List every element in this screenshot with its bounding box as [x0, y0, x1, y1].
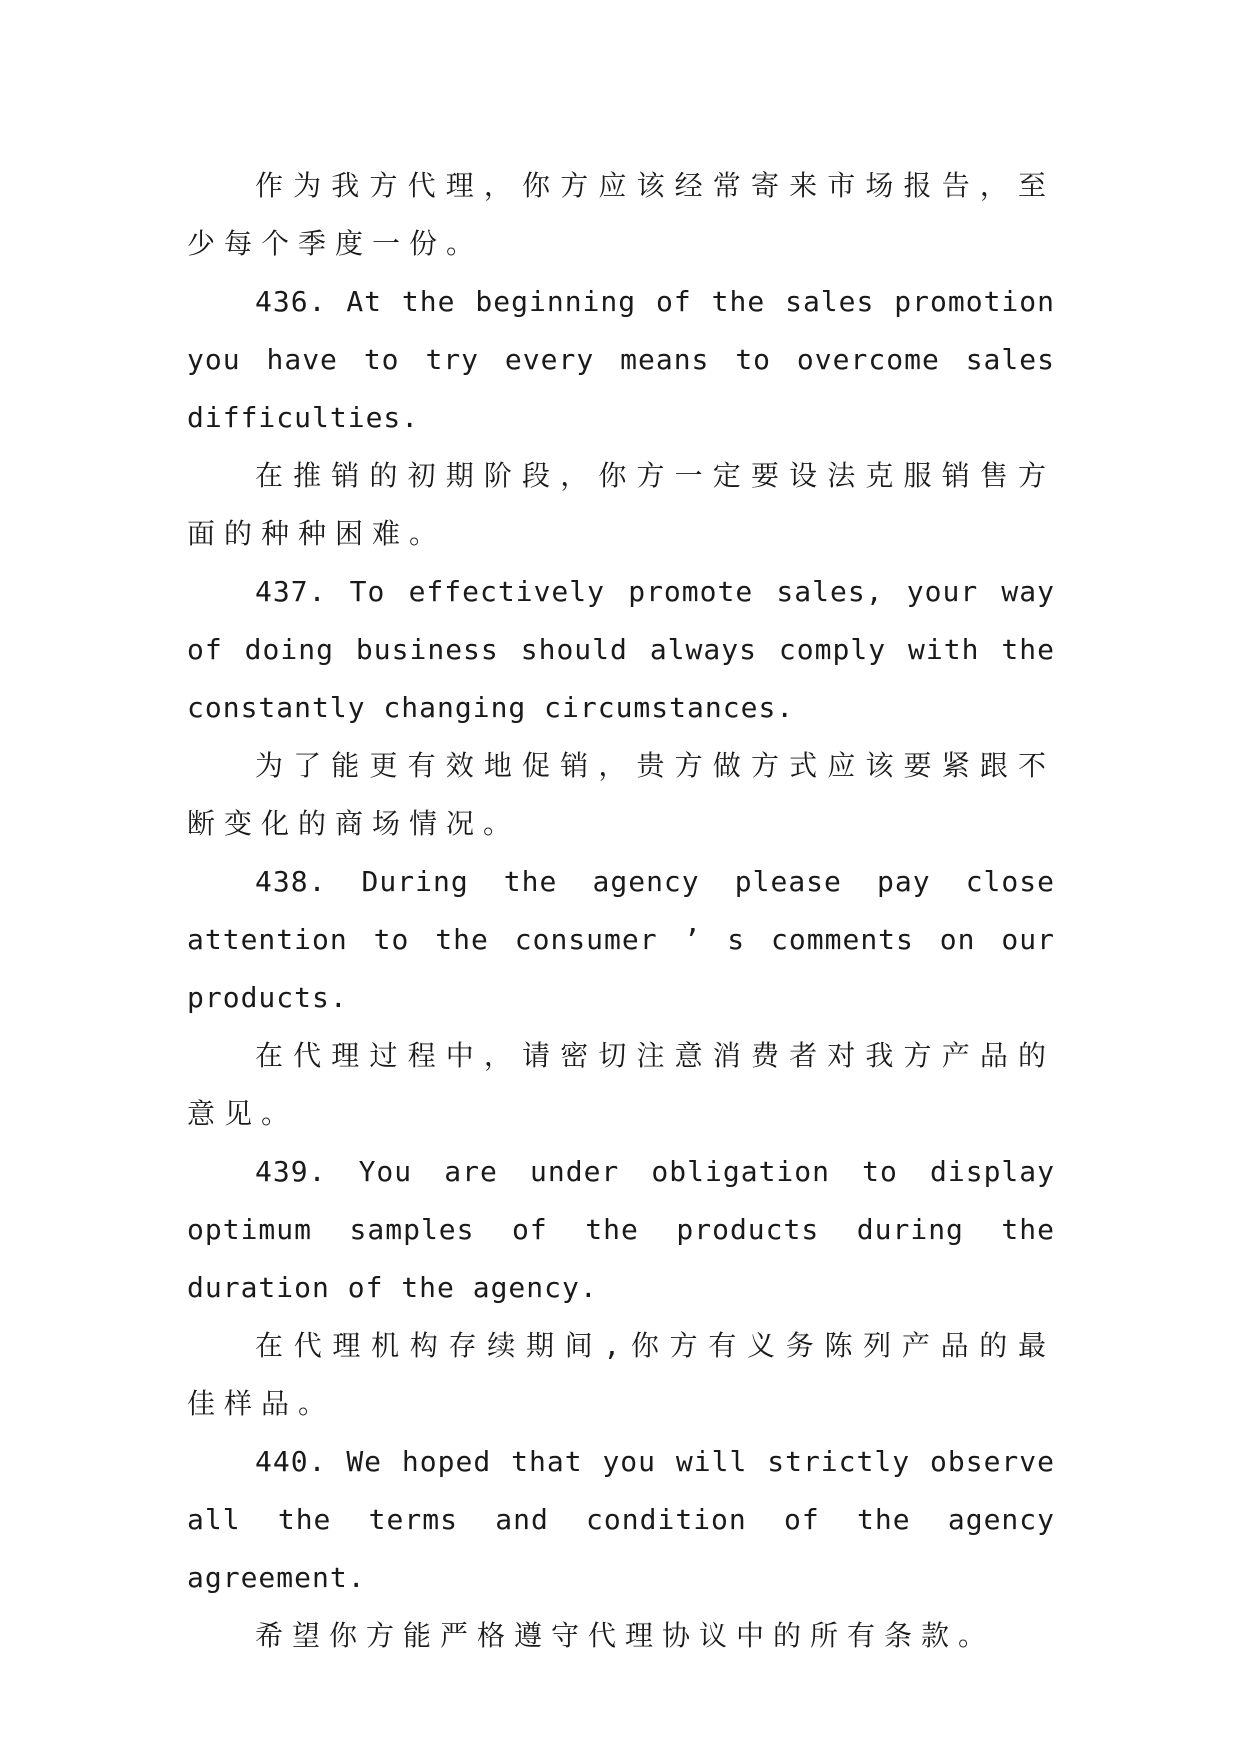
paragraph-en-437: 437. To effectively promote sales, your way of doing business should always comply with the constantly changing circumstances.: [187, 575, 1055, 724]
paragraph-en-436: 436. At the beginning of the sales promotion you have to try every means to overcome sales difficulties.: [187, 285, 1055, 434]
paragraph-en-438: 438. During the agency please pay close attention to the consumer ’ s comments on our products.: [187, 865, 1055, 1014]
paragraph-en-439: 439. You are under obligation to display optimum samples of the products during the duration of the agency.: [187, 1155, 1055, 1304]
paragraph-en-440: 440. We hoped that you will strictly observe all the terms and condition of the agency agreement.: [187, 1445, 1055, 1594]
paragraph-zh-438: 在代理过程中，请密切注意消费者对我方产品的意见。: [187, 1039, 1055, 1130]
paragraph-zh-437: 为了能更有效地促销，贵方做方式应该要紧跟不断变化的商场情况。: [187, 749, 1055, 840]
paragraph-zh-agent-market-report: 作为我方代理，你方应该经常寄来市场报告，至少每个季度一份。: [187, 169, 1055, 260]
document-body: [187, 157, 1055, 1665]
paragraph-zh-436: 在推销的初期阶段，你方一定要设法克服销售方面的种种困难。: [187, 459, 1055, 550]
paragraph-zh-440: 希望你方能严格遵守代理协议中的所有条款。: [255, 1619, 996, 1652]
paragraph-zh-439: 在代理机构存续期间,你方有义务陈列产品的最佳样品。: [187, 1329, 1055, 1420]
